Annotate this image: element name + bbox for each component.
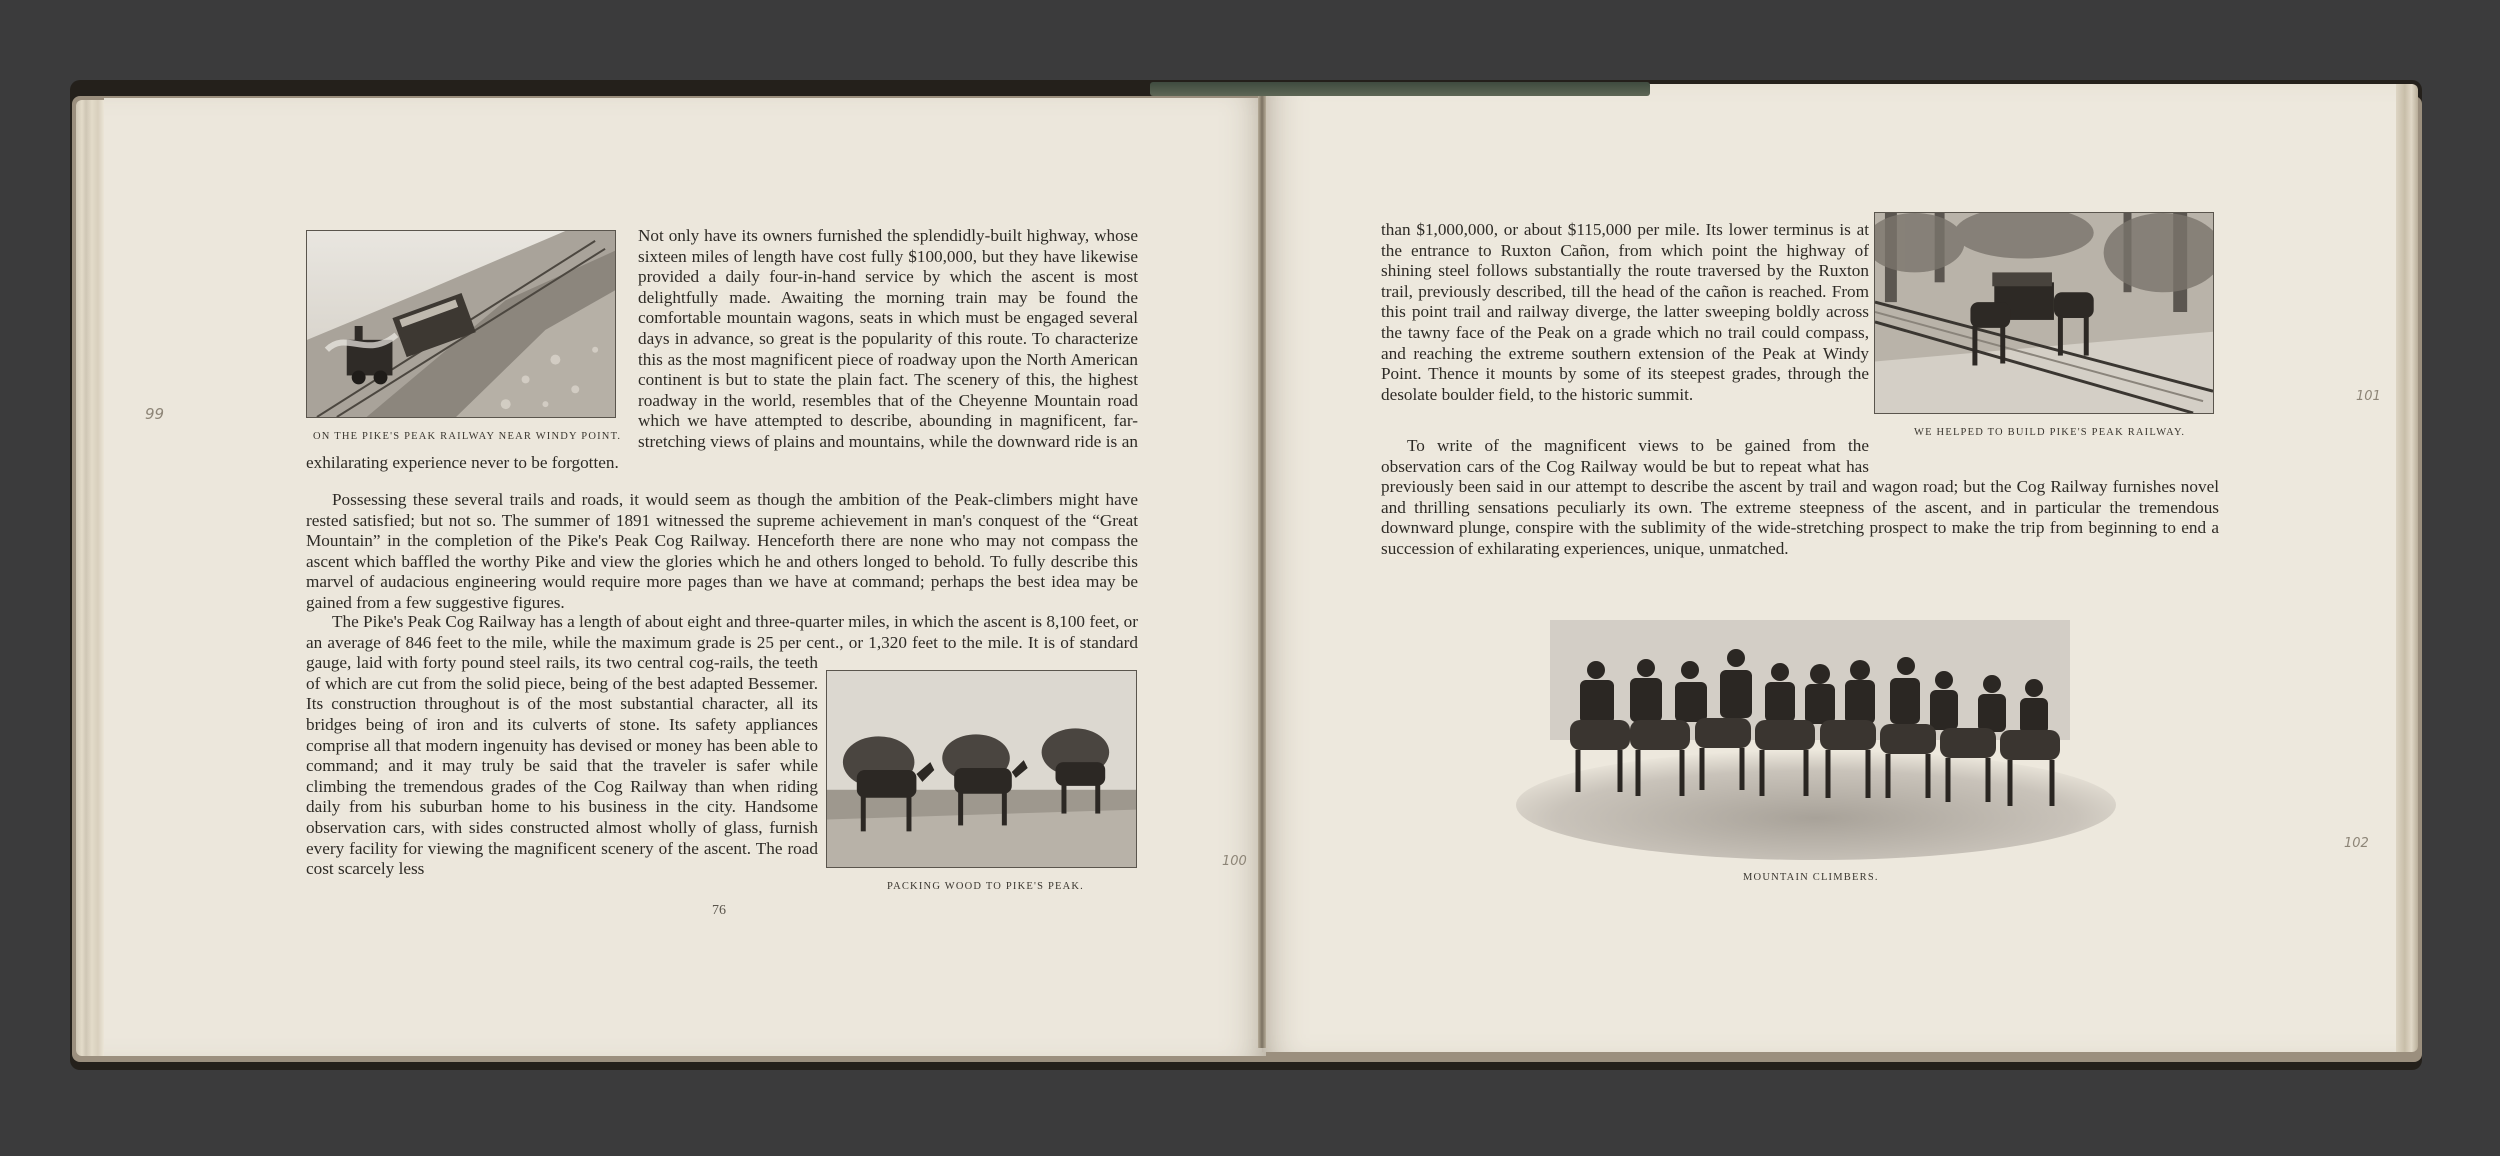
caption-built-railway: WE HELPED TO BUILD PIKE'S PEAK RAILWAY.: [1914, 427, 2186, 438]
pencil-number-right-bottom: 102: [2344, 836, 2369, 851]
spine-tape: [1150, 82, 1650, 96]
pencil-number-left-bottom: 100: [1222, 854, 1247, 869]
right-page-edge: [2396, 84, 2418, 1052]
caption-mountain-climbers: MOUNTAIN CLIMBERS.: [1743, 872, 1879, 883]
left-paragraph-1: Not only have its owners furnished the splendidly-built highway, whose sixteen miles of length have cost fully $100,000, but they have likewise provided a daily four-in-hand service by which the ascent is most delightfully made. Awaiting the morning train may be found the comfortable mountain wagons, seats in which must be engaged several days in advance, so great is the popularity of this route. To characterize this as the most magnificent piece of roadway upon the North American continent is but to state the plain fact. The scenery of this, the highest roadway in the world, resembles that of the Cheyenne Mountain road which we have attempted to describe, abounding in magnificent, far-stretching views of plains and mountains, while the downward ride is an exhilarating experience never to be forgotten.: [306, 226, 1138, 472]
right-paragraph-1: than $1,000,000, or about $115,000 per mile. Its lower terminus is at the entrance to Ruxton Cañon, from which point the highway of shining steel follows substantially the route traversed by the Ruxton trail, previously described, till the head of the cañon is reached. From this point trail and railway diverge, the latter sweeping boldly across the tawny face of the Peak on a grade which no trail could compass, and reaching the extreme southern extension of the Peak at Windy Point. Thence it mounts by some of its steepest grades, through the desolate boulder field, to the historic summit.: [1381, 220, 1869, 404]
right-paragraph-2: To write of the magnificent views to be gained from the observation cars of the Cog Railway would be but to repeat what has previously been said in our attempt to describe the ascent by trail and wagon road; but the Cog Railway furnishes novel and thrilling sensations peculiarly its own. The extreme steepness of the ascent, and in particular the tremendous downward plunge, conspire with the sublimity of the wide-stretching prospect to make the trip from beginning to end a succession of exhilarating experiences, unique, unmatched.: [1381, 436, 2219, 558]
left-paragraph-3: The Pike's Peak Cog Railway has a length of about eight and three-quarter miles, in which the ascent is 8,100 feet, or an average of 846 feet to the mile, while the maximum grade is 25 per cent., or 1,320 feet to the mile. It is of standard gauge, laid with forty pound steel rails, its two central cog-rails, the teeth of which are cut from the solid piece, being of the best adapted Bessemer. Its construction throughout is of the most substantial character, all its bridges being of iron and its culverts of stone. Its safety appliances comprise all that modern ingenuity has devised or money has been able to command; and it may truly be said that the traveler is safer while climbing the tremendous grades of the Cog Railway than when riding daily from his suburban home to his business in the city. Handsome observation cars, with sides constructed almost wholly of glass, furnish every facility for viewing the magnificent scenery of the ascent. The road cost scarcely less: [306, 612, 1138, 879]
pencil-mark-left: 99: [145, 405, 165, 423]
book-spine: [1258, 88, 1266, 1048]
photo-mountain-climbers: [1510, 620, 2122, 860]
caption-packing-wood: PACKING WOOD TO PIKE'S PEAK.: [887, 881, 1085, 892]
page-number-left: 76: [712, 903, 726, 918]
caption-windy-point: ON THE PIKE'S PEAK RAILWAY NEAR WINDY POINT.: [313, 431, 622, 442]
pencil-number-right-top: 101: [2356, 389, 2381, 404]
left-paragraph-2: Possessing these several trails and roads, it would seem as though the ambition of the Peak-climbers might have rested satisfied; but not so. The summer of 1891 witnessed the supreme achievement in man's conquest of the “Great Mountain” in the completion of the Pike's Peak Cog Railway. Henceforth there are none who may not compass the ascent which baffled the worthy Pike and view the glories which he and others longed to behold. To fully describe this marvel of audacious engineering would require more pages than we have at command; perhaps the best idea may be gained from a few suggestive figures.: [306, 490, 1138, 612]
